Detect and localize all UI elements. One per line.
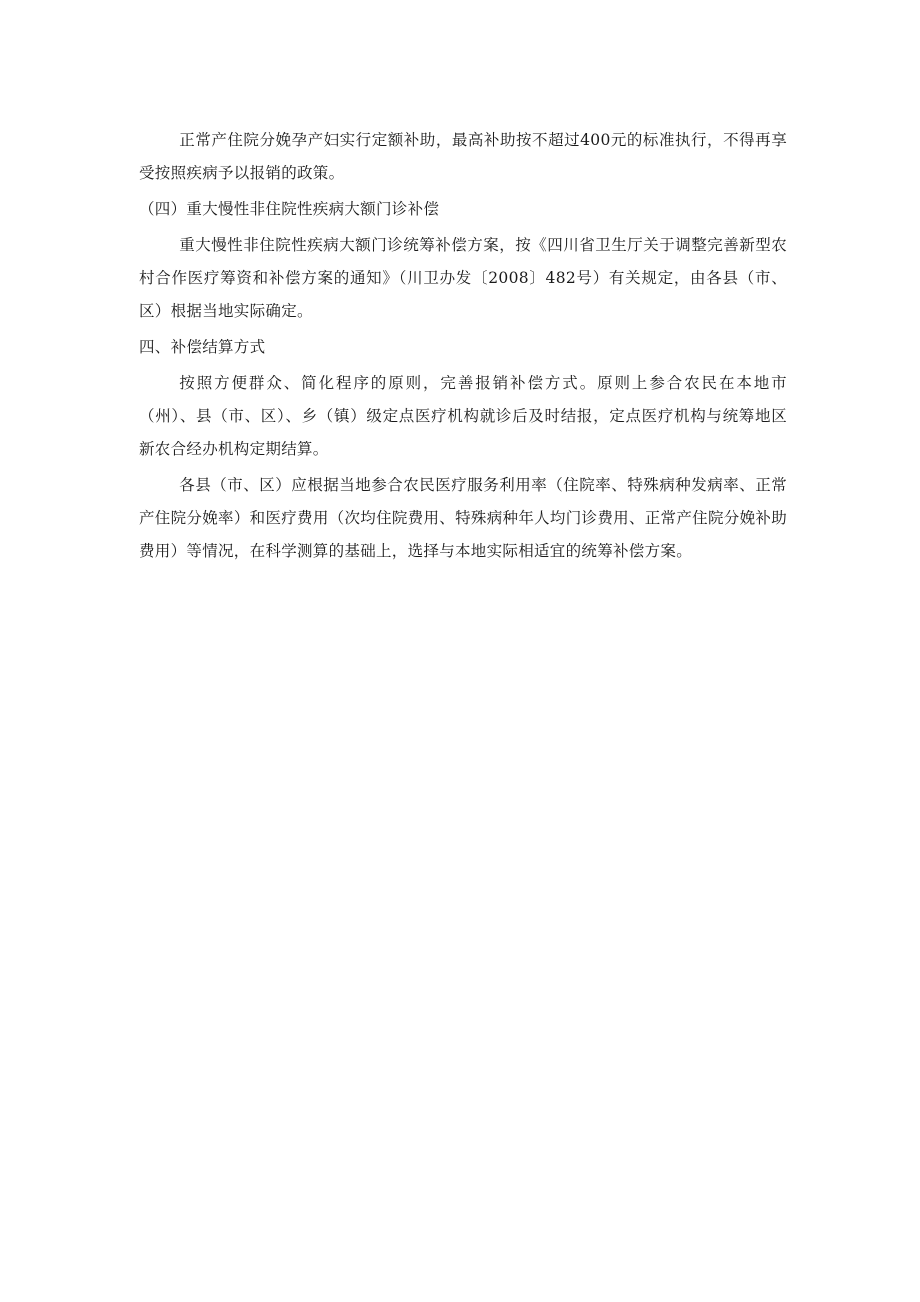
document-body	[139, 124, 787, 571]
paragraph-outpatient-plan: 重大慢性非住院性疾病大额门诊统筹补偿方案，按《四川省卫生厅关于调整完善新型农村合作医疗筹资和补偿方案的通知》（川卫办发〔2008〕482号）有关规定，由各县（市、区）根据当地实际确定。	[139, 236, 787, 320]
paragraph-county-plan-selection: 各县（市、区）应根据当地参合农民医疗服务利用率（住院率、特殊病种发病率、正常产住院分娩率）和医疗费用（次均住院费用、特殊病种年人均门诊费用、正常产住院分娩补助费用）等情况，在科学测算的基础上，选择与本地实际相适宜的统筹补偿方案。	[139, 476, 787, 560]
paragraph-settlement-principle: 按照方便群众、简化程序的原则，完善报销补偿方式。原则上参合农民在本地市（州）、县（市、区）、乡（镇）级定点医疗机构就诊后及时结报，定点医疗机构与统筹地区新农合经办机构定期结算。	[139, 374, 787, 458]
section-heading-settlement-method: 四、补偿结算方式	[139, 338, 266, 356]
paragraph-delivery-subsidy: 正常产住院分娩孕产妇实行定额补助，最高补助按不超过400元的标准执行，不得再享受按照疾病予以报销的政策。	[139, 131, 787, 182]
section-heading-outpatient-compensation: （四）重大慢性非住院性疾病大额门诊补偿	[139, 200, 440, 218]
